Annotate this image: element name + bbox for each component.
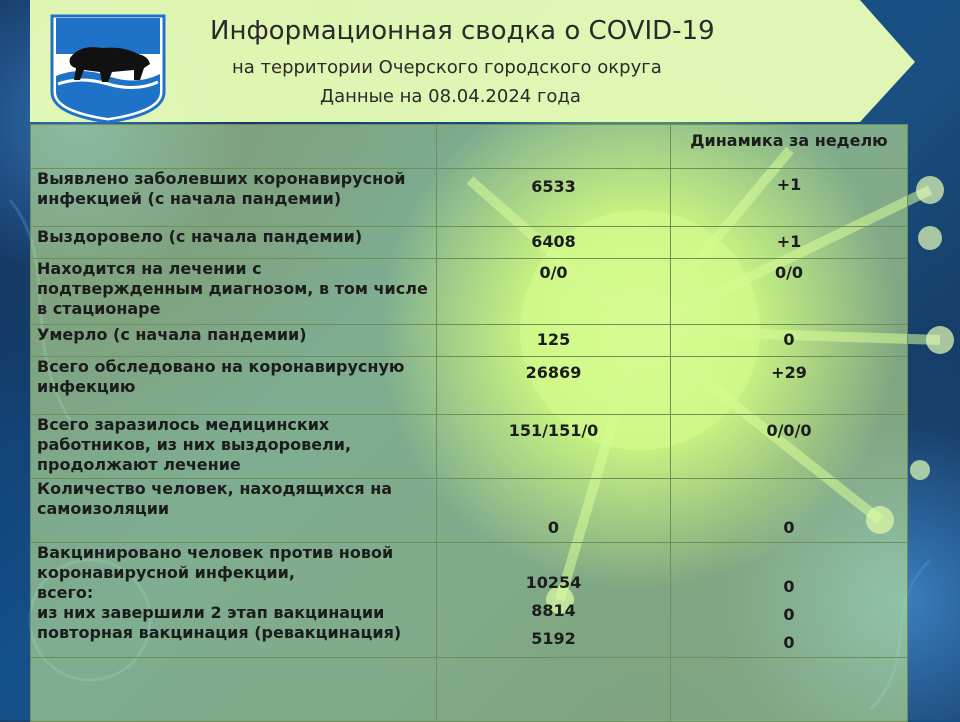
vaccination-delta-total: 0 [783,577,795,596]
row-label: Количество человек, находящихся на самоизоляции [31,479,437,543]
row-label: Выздоровело (с начала пандемии) [31,227,437,259]
page-title: Информационная сводка о COVID-19 [210,16,715,46]
row-delta: 0 [671,479,908,543]
row-delta: 0/0/0 [671,415,908,479]
coat-of-arms-icon [50,14,166,124]
row-value: 6408 [437,227,671,259]
table-row [31,259,908,325]
vaccination-label-line: всего: [37,583,94,602]
header-cell-empty-2 [437,125,671,169]
vaccination-values [437,543,671,658]
table-row [31,227,908,259]
table-row-empty [31,658,908,722]
empty-cell [671,658,908,722]
vaccination-row [31,543,908,658]
table-row [31,169,908,227]
row-delta: +1 [671,169,908,227]
empty-cell [437,658,671,722]
row-delta: 0 [671,325,908,357]
table-header-row [31,125,908,169]
row-label: Всего обследовано на коронавирусную инфекцию [31,357,437,415]
header-cell-dynamics: Динамика за неделю [671,125,908,169]
covid-summary-table [30,124,908,722]
row-value: 0 [437,479,671,543]
row-label: Всего заразилось медицинских работников, из них выздоровели, продолжают лечение [31,415,437,479]
row-label: Находится на лечении с подтвержденным диагнозом, в том числе в стационаре [31,259,437,325]
vaccination-label [31,543,437,658]
vaccination-delta-stage2: 0 [783,605,795,624]
vaccination-value-total: 10254 [525,573,582,592]
vaccination-deltas [671,543,908,658]
table-row [31,415,908,479]
row-value: 26869 [437,357,671,415]
vaccination-label-line: повторная вакцинация (ревакцинация) [37,623,402,642]
vaccination-label-line: Вакцинировано человек против новой коронавирусной инфекции, [37,543,394,582]
row-value: 0/0 [437,259,671,325]
header-cell-empty-1 [31,125,437,169]
vaccination-value-revaccination: 5192 [531,629,576,648]
table-row [31,479,908,543]
row-value: 151/151/0 [437,415,671,479]
report-date: Данные на 08.04.2024 года [320,86,581,107]
table-row [31,357,908,415]
row-value: 125 [437,325,671,357]
row-value: 6533 [437,169,671,227]
row-label: Выявлено заболевших коронавирусной инфекцией (с начала пандемии) [31,169,437,227]
empty-cell [31,658,437,722]
vaccination-value-stage2: 8814 [531,601,576,620]
page-subtitle: на территории Очерского городского округа [232,57,662,78]
row-delta: +1 [671,227,908,259]
table-row [31,325,908,357]
row-delta: 0/0 [671,259,908,325]
vaccination-delta-revaccination: 0 [783,633,795,652]
row-delta: +29 [671,357,908,415]
vaccination-label-line: из них завершили 2 этап вакцинации [37,603,385,622]
row-label: Умерло (с начала пандемии) [31,325,437,357]
